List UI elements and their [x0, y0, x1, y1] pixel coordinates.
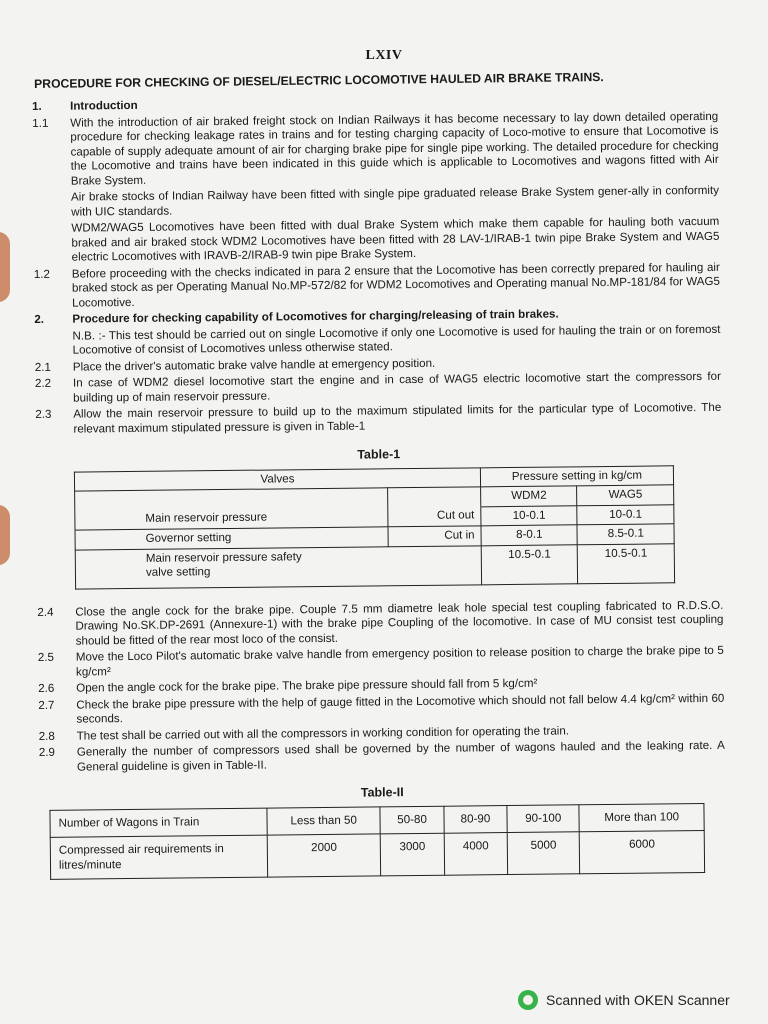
paragraph	[35, 401, 721, 437]
table1-wag5-value: 8.5-0.1	[577, 524, 674, 545]
table1-wdm2-value: 10.5-0.1	[481, 544, 578, 584]
table1-col-wag5: WAG5	[577, 485, 674, 506]
paragraph-number	[33, 222, 71, 266]
paragraph-number: 2.8	[38, 729, 55, 743]
table-row	[75, 543, 674, 588]
sections-part-1	[32, 93, 721, 437]
scanner-watermark-text: Scanned with OKEN Scanner	[546, 992, 730, 1008]
table2-value: 4000	[444, 833, 508, 876]
table2-header: Less than 50	[267, 806, 381, 835]
table1-blank	[388, 487, 481, 507]
paragraph-number: 2.5	[37, 650, 55, 664]
paragraph-number: 2.3	[35, 407, 52, 421]
paragraph	[38, 691, 724, 727]
paragraph-text: Open the angle cock for the brake pipe. The brake pipe pressure should fall from 5 kg/cm²	[76, 676, 538, 695]
paragraph-text: Check the brake pipe pressure with the help of gauge fitted in the Locomotive which should not fall below 4.4 kg/cm² within 60 seconds.	[76, 691, 725, 726]
paragraph-number: 2.4	[37, 605, 54, 619]
paragraph-text: Move the Loco Pilot's automatic brake valve handle from emergency position to release position to charge the brake pipe to 5 kg/cm²	[75, 643, 724, 679]
table2-header: 50-80	[380, 806, 444, 834]
table-1	[74, 465, 675, 589]
table1-header-pressure: Pressure setting in kg/cm	[480, 465, 673, 487]
paragraph-text: The test shall be carried out with all the compressors in working condition for operating the train.	[76, 723, 570, 743]
paragraph-text: WDM2/WAG5 Locomotives have been fitted with dual Brake System which make them capable for hauling both vacuum braked and air braked stock WDM2 Locomotives have been fitted with 28 LAV-1/IRAB-1 twin pipe Brake System and WAG5 electric Locomotives with IRAVB-2/IRAB-9 twin pipe Brake System.	[71, 214, 720, 264]
table1-wdm2-value: 8-0.1	[481, 525, 578, 546]
table1-caption: Table-1	[357, 447, 401, 462]
paragraph-number: 2.2	[34, 376, 52, 390]
paragraph-text: With the introduction of air braked freight stock on Indian Railways it has become necessary to lay down detailed operating procedure for checking leakage rates in trains and for testing charging capacity of Loco-motive to ensure that Locomotive is capable of supply adequate amount of air for charging brake pipe for single pipe working. The detailed procedure for checking the Locomotive and trains have been indicated in this guide which is applicable to Locomotives and wagons fitted with Air Brake System.	[70, 109, 719, 188]
table2-value: 5000	[507, 832, 580, 875]
paragraph	[39, 739, 725, 775]
paragraph-number: 2.1	[34, 360, 51, 374]
paragraph	[35, 370, 721, 406]
paragraph-text: Before proceeding with the checks indicated in para 2 ensure that the Locomotive has been correctly prepared for hauling air braked stock as per Operating Manual No.MP-572/82 for WDM2 Locomotives and Operating manual No.MP-181/84 for WAG5 Locomotive.	[71, 260, 721, 310]
table1-wag5-value: 10-0.1	[577, 504, 674, 525]
table2-header: More than 100	[579, 803, 704, 832]
sections-part-2	[37, 598, 725, 775]
paragraph-text: Close the angle cock for the brake pipe. Couple 7.5 mm diametre leak hole special test coupling fabricated to R.D.S.O. Drawing No.SK.DP-2691 (Annexure-1) with the brake pipe Coupling of the locomotive. In case of MU consist test coupling should be fitted of the rear most loco of the consist.	[75, 598, 724, 648]
paragraph-number: 1.2	[33, 267, 51, 281]
paragraph-text: Air brake stocks of Indian Railway have been fitted with single pipe graduated release Brake System gener-ally in conformity with UIC standards.	[70, 183, 720, 219]
table2-caption: Table-II	[360, 785, 404, 800]
table2-header: Number of Wagons in Train	[50, 808, 267, 838]
paragraph-text: Place the driver's automatic brake valve handle at emergency position.	[72, 356, 436, 374]
paragraph	[33, 184, 719, 220]
table1-wdm2-value: 10-0.1	[481, 505, 578, 526]
paragraph-number: 2.9	[38, 745, 56, 759]
finger-shadow-bottom	[0, 505, 10, 565]
paragraph-number: 1.1	[32, 116, 49, 130]
paragraph-number: 2.	[34, 312, 45, 326]
paragraph-number: 2.7	[38, 698, 55, 712]
paragraph-text: Introduction	[69, 98, 138, 113]
table1-valve-sub: Cut in	[388, 526, 481, 546]
table2-value: 3000	[381, 833, 445, 876]
table2-header: 90-100	[507, 804, 579, 832]
paragraph-text: N.B. :- This test should be carried out on single Locomotive if only one Locomotive is used for hauling the train or on foremost Locomotive of consist of Locomotives unless otherwise stated.	[72, 322, 721, 357]
table1-header-valves: Valves	[74, 467, 480, 491]
table2-header: 80-90	[444, 805, 508, 833]
table1-valve-name: Main reservoir pressure safety valve setting	[75, 545, 481, 588]
paragraph	[32, 109, 719, 189]
paragraph-text: In case of WDM2 diesel locomotive start the engine and in case of WAG5 electric locomotive start the compressors for building up of main reservoir pressure.	[72, 369, 721, 405]
paragraph	[33, 215, 719, 266]
scanner-watermark	[518, 990, 730, 1010]
paragraph	[34, 322, 720, 358]
table1-wag5-value: 10.5-0.1	[578, 543, 675, 583]
paragraph	[34, 260, 720, 311]
paragraph-text: Procedure for checking capability of Locomotives for charging/releasing of train brakes.	[72, 307, 559, 326]
table2-row-label: Compressed air requirements in litres/minute	[50, 835, 267, 879]
scanner-logo-icon	[518, 990, 538, 1010]
paragraph-text: Allow the main reservoir pressure to build up to the maximum stipulated limits for the particular type of Locomotive. The relevant maximum stipulated pressure is given in Table-1	[73, 400, 722, 436]
table2-value: 6000	[579, 831, 704, 874]
paragraph	[38, 644, 724, 680]
document-title: PROCEDURE FOR CHECKING OF DIESEL/ELECTRIC LOCOMOTIVE HAULED AIR BRAKE TRAINS.	[34, 70, 604, 91]
paragraph-text: Generally the number of compressors used shall be governed by the number of wagons hauled and the leaking rate. A General guideline is given in Table-II.	[76, 738, 725, 774]
page-number: LXIV	[365, 48, 403, 63]
table-row	[50, 831, 704, 880]
table1-valve-name: Main reservoir pressure	[75, 507, 388, 530]
table-2	[49, 802, 705, 879]
paragraph-number	[34, 329, 72, 358]
paragraph-number: 1.	[32, 99, 42, 113]
table1-valve-name: Governor setting	[75, 527, 388, 550]
finger-shadow-top	[0, 232, 10, 302]
document-body	[32, 93, 726, 880]
table1-valve-sub: Cut out	[388, 506, 481, 526]
table2-value: 2000	[267, 834, 381, 877]
paragraph-number	[33, 191, 71, 220]
table1-col-wdm2: WDM2	[481, 486, 578, 507]
paragraph-number: 2.6	[38, 681, 55, 695]
paragraph	[37, 598, 723, 649]
